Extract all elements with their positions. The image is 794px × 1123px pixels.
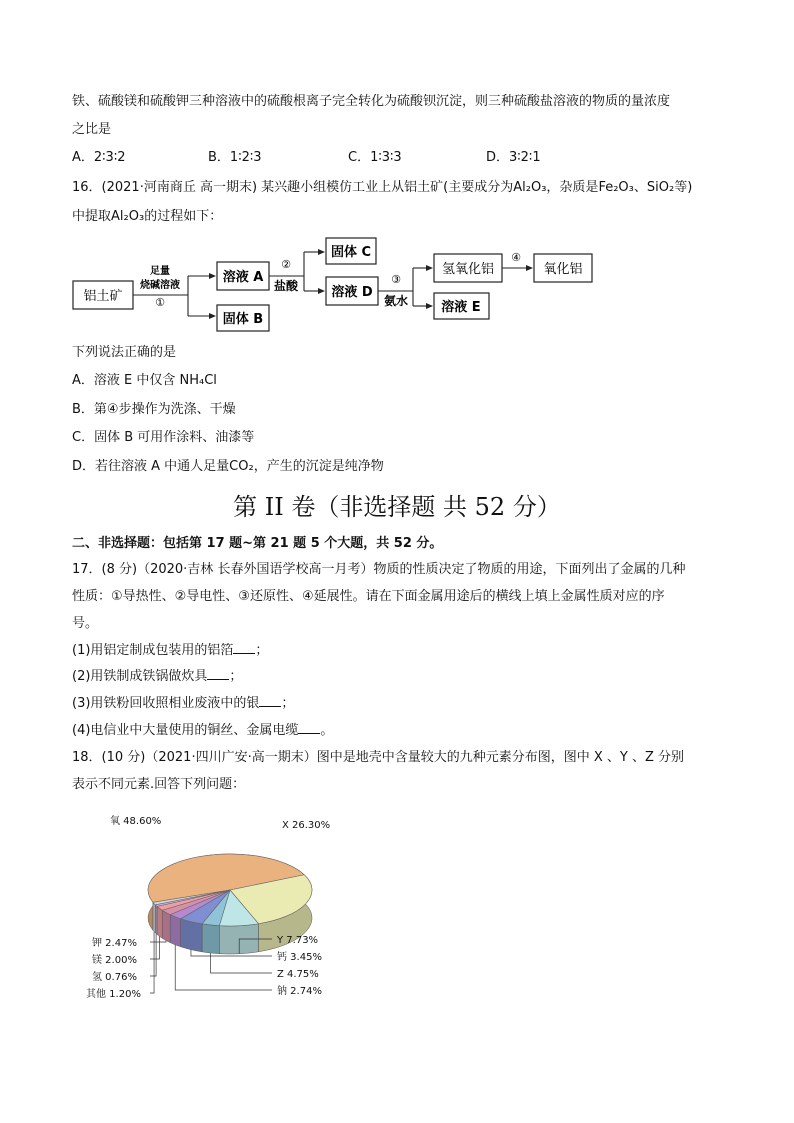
- pie-top: [148, 854, 312, 926]
- pie-label-z: 钙 3.45%: [277, 952, 322, 963]
- q18-text-line1: 18．(10 分)（2021·四川广安·高一期末）图中是地壳中含量较大的九种元素分布图，图中 X 、Y 、Z 分别: [72, 750, 684, 765]
- q15-option-a: A．2∶3∶2: [72, 150, 126, 165]
- flow-label-sol-d: 溶液 D: [331, 285, 373, 300]
- flow-arrowhead-4: [526, 265, 533, 271]
- q15-option-c: C．1∶3∶3: [348, 150, 402, 165]
- pie-label-oxygen: 氧 48.60%: [110, 816, 162, 827]
- pie-label-potassium: 钾 2.47%: [92, 938, 137, 949]
- q16-line1-pre: 16．(2021·河南商丘 高一期末) 某兴趣小组模仿工业上从铝土矿(主要成分为: [72, 180, 514, 195]
- q17-item-3: [72, 694, 294, 713]
- pie-label-magnesium: 镁 2.00%: [92, 955, 137, 966]
- q15-option-d: D．3∶2∶1: [486, 150, 541, 165]
- flow-label-bauxite: 铝土矿: [83, 289, 123, 304]
- pie-label-calcium: Z 4.75%: [277, 969, 319, 980]
- flow-label-sol-a: 溶液 A: [222, 270, 264, 285]
- q15-text-line1: 铁、硫酸镁和硫酸钾三种溶液中的硫酸根离子完全转化为硫酸钡沉淀，则三种硫酸盐溶液的物质的量浓度: [72, 94, 671, 109]
- pie-label-y: Y 7.73%: [277, 935, 319, 946]
- flow-label-aluminum-hydroxide: 氢氧化铝: [441, 262, 495, 277]
- flow-label-aluminum-oxide: 氧化铝: [543, 262, 583, 277]
- q17-item-2: [72, 667, 242, 686]
- pie-side-calcium: [202, 924, 219, 954]
- q16-text-line1: [72, 179, 692, 197]
- q16-line2-post: 的过程如下：: [144, 209, 223, 224]
- pie-label-other: 其他 1.20%: [86, 989, 141, 998]
- q15-option-b: B．1∶2∶3: [208, 150, 262, 165]
- q16-option-b: B．第④步操作为洗涤、干燥: [72, 402, 236, 417]
- flow-arrowhead-2b: [318, 288, 325, 294]
- flow-step1-num: ①: [155, 296, 165, 309]
- q16-option-d: [72, 458, 384, 476]
- q17-item-2-text: (2)用铁制成铁锅做炊具: [72, 669, 208, 684]
- q16-option-d-post: ，产生的沉淀是纯净物: [253, 459, 384, 474]
- flow-step3-num: ③: [391, 273, 401, 286]
- element-distribution-pie-chart: [72, 808, 372, 998]
- q16-option-d-pre: D．若往溶液 A 中通人足量: [72, 459, 230, 474]
- flow-step1-top: 足量: [150, 266, 170, 277]
- q16-sep: 、: [633, 180, 647, 195]
- pie-leader-magnesium: [150, 936, 159, 959]
- flow-label-solid-b: 固体 B: [222, 312, 264, 327]
- q17-text-line1: 17．(8 分)（2020·吉林 长春外国语学校高一月考）物质的性质决定了物质的用途，下面列出了金属的几种: [72, 562, 686, 577]
- flow-arrowhead-1b: [209, 313, 216, 319]
- q16-option-a: A．溶液 E 中仅含 NH₄Cl: [72, 373, 217, 388]
- formula-sio2: SiO₂: [646, 180, 675, 195]
- pie-side-hydrogen: [155, 905, 157, 935]
- answer-blank-1[interactable]: [233, 641, 255, 654]
- answer-blank-2[interactable]: [207, 667, 229, 680]
- pie-label-hydrogen: 氢 0.76%: [92, 972, 137, 983]
- process-flow-diagram: [70, 232, 600, 334]
- q17-item-4: [72, 721, 333, 740]
- q16-line2-pre: 中提取: [72, 209, 112, 224]
- pie-side-potassium: [162, 910, 170, 942]
- formula-al2o3: Al₂O₃: [513, 180, 547, 195]
- q15-text-line2: 之比是: [72, 122, 112, 137]
- answer-blank-3[interactable]: [259, 694, 281, 707]
- flow-arrowhead-3a: [426, 265, 433, 271]
- flow-arrowhead-1a: [209, 273, 216, 279]
- q17-item-1-text: (1)用铝定制成包装用的铝箔: [72, 643, 234, 658]
- pie-leader-potassium: [150, 941, 166, 942]
- answer-blank-4[interactable]: [298, 721, 320, 734]
- pie-leader-hydrogen: [150, 934, 156, 976]
- q16-line1-mid: ，杂质是: [546, 180, 599, 195]
- pie-leader-other: [150, 932, 154, 993]
- q17-item-1-end: ；: [255, 643, 269, 658]
- pie-side-sodium: [170, 915, 180, 947]
- pie-label-sodium: 钠 2.74%: [277, 986, 322, 997]
- q18-text-line2: 表示不同元素.回答下列问题：: [72, 777, 246, 792]
- section-heading: 第 II 卷（非选择题 共 52 分）: [233, 493, 561, 521]
- q17-item-4-text: (4)电信业中大量使用的铜丝、金属电缆: [72, 723, 299, 738]
- pie-side-other: [153, 902, 155, 933]
- q17-item-1: [72, 641, 268, 660]
- pie-side-z: [181, 919, 202, 952]
- formula-co2: CO₂: [229, 459, 254, 474]
- q17-item-3-end: ；: [281, 696, 295, 711]
- q16-text-line2: [72, 208, 222, 226]
- q16-option-c: C．固体 B 可用作涂料、油漆等: [72, 430, 255, 445]
- flow-arrowhead-2a: [318, 249, 325, 255]
- flow-label-solid-c: 固体 C: [330, 245, 372, 260]
- flow-step1-reagent: 烧碱溶液: [140, 280, 180, 291]
- q17-item-2-end: ；: [229, 669, 243, 684]
- flow-step2-reagent: 盐酸: [273, 279, 299, 293]
- formula-fe2o3: Fe₂O₃: [598, 180, 634, 195]
- flow-step3-reagent: 氨水: [383, 294, 409, 308]
- formula-al2o3-2: Al₂O₃: [111, 209, 145, 224]
- pie-side-magnesium: [157, 906, 162, 938]
- q17-text-line2: 性质：①导热性、②导电性、③还原性、④延展性。请在下面金属用途后的横线上填上金属性质对应的序: [72, 589, 665, 604]
- section-instruction: 二、非选择题：包括第 17 题~第 21 题 5 个大题，共 52 分。: [72, 536, 443, 551]
- flow-label-sol-e: 溶液 E: [441, 300, 481, 315]
- flow-step4-num: ④: [511, 251, 521, 264]
- flow-arrowhead-3b: [426, 303, 433, 309]
- q16-prompt: 下列说法正确的是: [72, 345, 177, 360]
- q17-item-4-end: 。: [320, 723, 334, 738]
- q17-text-line3: 号。: [72, 616, 99, 631]
- pie-label-x: X 26.30%: [282, 820, 331, 831]
- q16-line1-post: 等): [674, 180, 693, 195]
- q17-item-3-text: (3)用铁粉回收照相业废液中的银: [72, 696, 260, 711]
- flow-step2-num: ②: [281, 258, 291, 271]
